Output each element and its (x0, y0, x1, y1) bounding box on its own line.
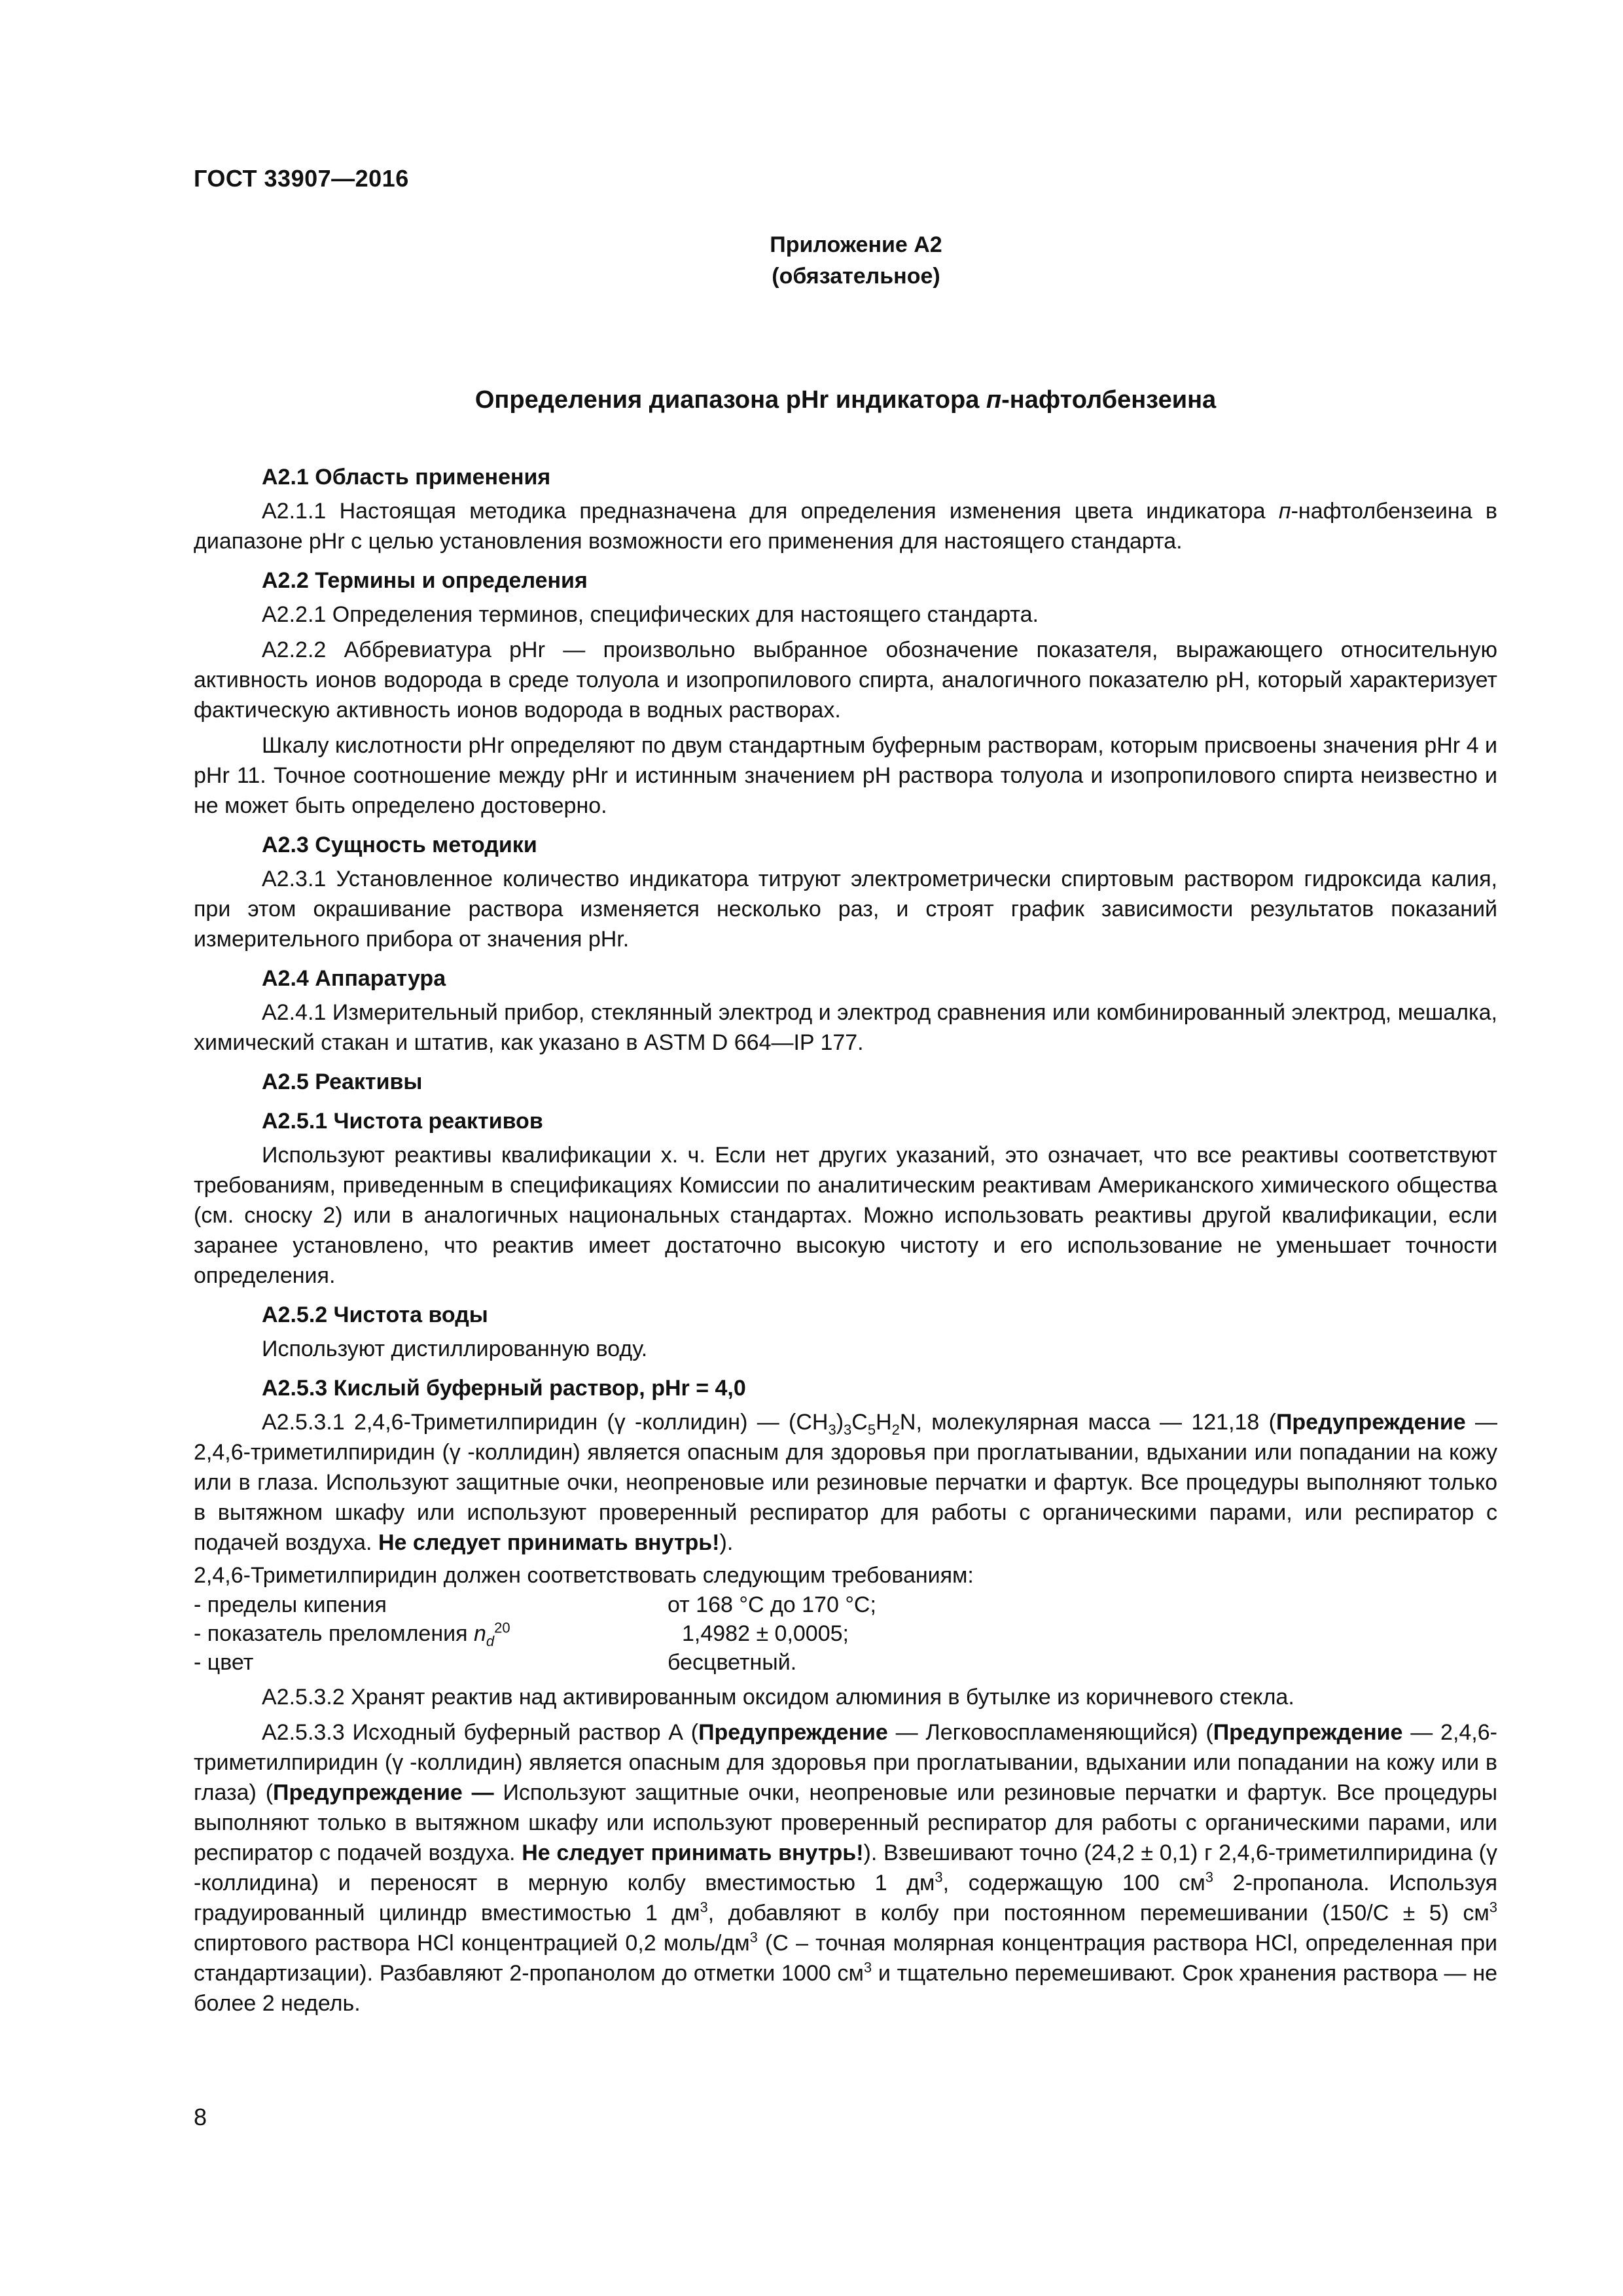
requirement-name: - цвет (194, 1650, 254, 1675)
warning-text: Не следует принимать внутрь! (378, 1530, 720, 1555)
text: — Легковоспламеняющийся) ( (887, 1720, 1213, 1745)
heading-italic: п (986, 386, 1002, 414)
text: , содержащую 100 см (942, 1871, 1205, 1895)
paragraph-a2-1-1 (194, 496, 1497, 556)
requirement-name: - пределы кипения (194, 1592, 387, 1617)
paragraph-a2-2-2: А2.2.2 Аббревиатура pHr — произвольно выбранное обозначение показателя, выражающего относительную активность ионов водорода в среде толуола и изопропилового спирта, аналогичного показателю pH, который характеризует фактическую активность ионов водорода в водных растворах. (194, 637, 1497, 723)
section-heading-a2-1: А2.1 Область применения (262, 465, 551, 490)
requirement-name (194, 1619, 668, 1648)
paragraph-a2-5-3-1 (194, 1407, 1497, 1558)
text: N, молекулярная масса — 121,18 ( (899, 1410, 1276, 1435)
italic-text: n (473, 1621, 486, 1646)
text: 2-пропанола. Используя градуированный цилиндр вместимостью 1 дм (194, 1871, 1498, 1926)
text: А2.1.1 Настоящая методика предназначена для определения изменения цвета индикатора (262, 499, 1279, 524)
text: А2.5.3.1 2,4,6-Триметилпиридин (γ -коллидин) — (CH (262, 1410, 829, 1435)
superscript: 20 (494, 1619, 510, 1636)
paragraph-scale: Шкалу кислотности pHr определяют по двум стандартным буферным растворам, которым присвоены значения pHr 4 и pHr 11. Точное соотношение между pHr и истинным значением pH раствора толуола и изопропилового спирта неизвестно и не может быть определено достоверно. (194, 733, 1497, 818)
warning-label: Предупреждение (1213, 1720, 1403, 1745)
subsection-heading-a2-5-3: А2.5.3 Кислый буферный раствор, pHr = 4,0 (262, 1376, 746, 1401)
text: ). Взвешивают точно (24,2 ± 0,1) г 2,4,6-триметилпиридина (γ -коллидина) и переносят в мерную колбу вместимостью 1 дм (194, 1840, 1497, 1895)
paragraph-reagent-purity: Используют реактивы квалификации х. ч. Если нет других указаний, это означает, что все реактивы соответствуют требованиям, приведенным в спецификациях Комиссии по аналитическим реактивам Американского химического общества (см. сноску 2) или в аналогичных национальных стандартах. Можно использовать реактивы другой квалификации, если заранее установлено, что реактив имеет достаточно высокую чистоту и его использование не уменьшает точности определения. (194, 1143, 1497, 1288)
superscript: 3 (935, 1869, 943, 1886)
text: - показатель преломления (194, 1621, 474, 1646)
section-heading-a2-4: А2.4 Аппаратура (262, 966, 446, 991)
warning-label: Предупреждение (698, 1720, 888, 1745)
requirement-row (194, 1619, 1497, 1648)
subscript: 3 (828, 1421, 836, 1438)
paragraph-a2-4-1: А2.4.1 Измерительный прибор, стеклянный электрод и электрод сравнения или комбинированный электрод, мешалка, химический стакан и штатив, как указано в ASTM D 664—IP 177. (194, 1000, 1497, 1055)
text: — 2,4,6-триметилпиридин (γ -коллидин) является опасным для здоровья при проглатывании, вдыхании или попадании на кожу или в глаза) ( (194, 1720, 1497, 1805)
superscript: 3 (749, 1929, 758, 1946)
annex-label (751, 229, 961, 292)
text: и тщательно перемешивают. Срок хранения раствора — не более 2 недель. (194, 1961, 1498, 2016)
requirement-value: бесцветный. (668, 1650, 797, 1675)
paragraph-a2-3-1: А2.3.1 Установленное количество индикатора титруют электрометрически спиртовым раствором гидроксида калия, при этом окрашивание раствора изменяется несколько раз, и строят график зависимости результатов показаний измерительного прибора от значения pHr. (194, 867, 1497, 952)
requirement-row (194, 1648, 1497, 1677)
italic-text: п (1278, 499, 1291, 524)
paragraph-a2-2-1: А2.2.1 Определения терминов, специфических для настоящего стандарта. (262, 602, 1039, 627)
heading-text-end: -нафтолбензеина (1001, 386, 1217, 414)
subscript: 2 (891, 1421, 900, 1438)
requirements-intro: 2,4,6-Триметилпиридин должен соответствовать следующим требованиям: (194, 1563, 974, 1588)
superscript: 3 (1205, 1869, 1214, 1886)
warning-label: Предупреждение — (273, 1780, 494, 1805)
paragraph-a2-5-3-3 (194, 1717, 1497, 2018)
subscript: d (486, 1632, 495, 1649)
warning-text: Не следует принимать внутрь! (522, 1840, 864, 1865)
document-body (194, 462, 1497, 2018)
subscript: 5 (867, 1421, 876, 1438)
text: спиртового раствора HCl концентрацией 0,2 моль/дм (194, 1931, 750, 1956)
text: ). (719, 1530, 734, 1555)
paragraph-a2-5-3-2: А2.5.3.2 Хранят реактив над активированным оксидом алюминия в бутылке из коричневого стекла. (262, 1685, 1294, 1710)
text: H (876, 1410, 892, 1435)
warning-label: Предупреждение (1275, 1410, 1466, 1435)
text: — 2,4,6-триметилпиридин (γ -коллидин) является опасным для здоровья при проглатывании, вдыхании или попадании на кожу или в глаза. Используют защитные очки, неопреновые или резиновые перчатки и фартук. Все процедуры выполняют только в вытяжном шкафу или используют проверенный респиратор для работы с органическими парами, или респиратор с подачей воздуха. (194, 1410, 1498, 1555)
text: Используют защитные очки, неопреновые или резиновые перчатки и фартук. Все процедуры выполняют только в вытяжном шкафу или используют проверенный респиратор для работы с органическими парами, или респиратор с подачей воздуха. (194, 1780, 1498, 1865)
superscript: 3 (863, 1959, 872, 1976)
text: , добавляют в колбу при постоянном перемешивании (150/С ± 5) см (707, 1901, 1489, 1926)
subsection-heading-a2-5-2: А2.5.2 Чистота воды (262, 1302, 488, 1327)
superscript: 3 (700, 1899, 708, 1916)
text: (С – точная молярная концентрация раствора HCl, определенная при стандартизации). Разбавляют 2-пропанолом до отметки 1000 см (194, 1931, 1497, 1986)
section-heading-a2-2: А2.2 Термины и определения (262, 568, 588, 593)
subsection-heading-a2-5-1: А2.5.1 Чистота реактивов (262, 1109, 543, 1134)
text: -нафтолбензеина в диапазоне pHr с целью установления возможности его применения для настоящего стандарта. (194, 499, 1497, 554)
annex-title: Приложение А2 (770, 232, 942, 257)
paragraph-water-purity: Используют дистиллированную воду. (262, 1336, 648, 1361)
subscript: 3 (844, 1421, 852, 1438)
document-id: ГОСТ 33907—2016 (194, 165, 409, 192)
requirement-row (194, 1590, 1497, 1619)
annex-heading (194, 385, 1497, 415)
text: А2.5.3.3 Исходный буферный раствор А ( (262, 1720, 699, 1745)
section-heading-a2-3: А2.3 Сущность методики (262, 833, 537, 857)
requirements-list (194, 1590, 1497, 1677)
requirement-value: от 168 °С до 170 °С; (668, 1592, 876, 1617)
requirement-value: 1,4982 ± 0,0005; (682, 1621, 849, 1646)
section-heading-a2-5: А2.5 Реактивы (262, 1069, 423, 1094)
annex-status: (обязательное) (772, 264, 940, 289)
heading-text: Определения диапазона pHr индикатора (474, 386, 986, 414)
text: ) (836, 1410, 844, 1435)
superscript: 3 (1489, 1899, 1497, 1916)
text: C (851, 1410, 868, 1435)
page-number: 8 (194, 2104, 207, 2130)
